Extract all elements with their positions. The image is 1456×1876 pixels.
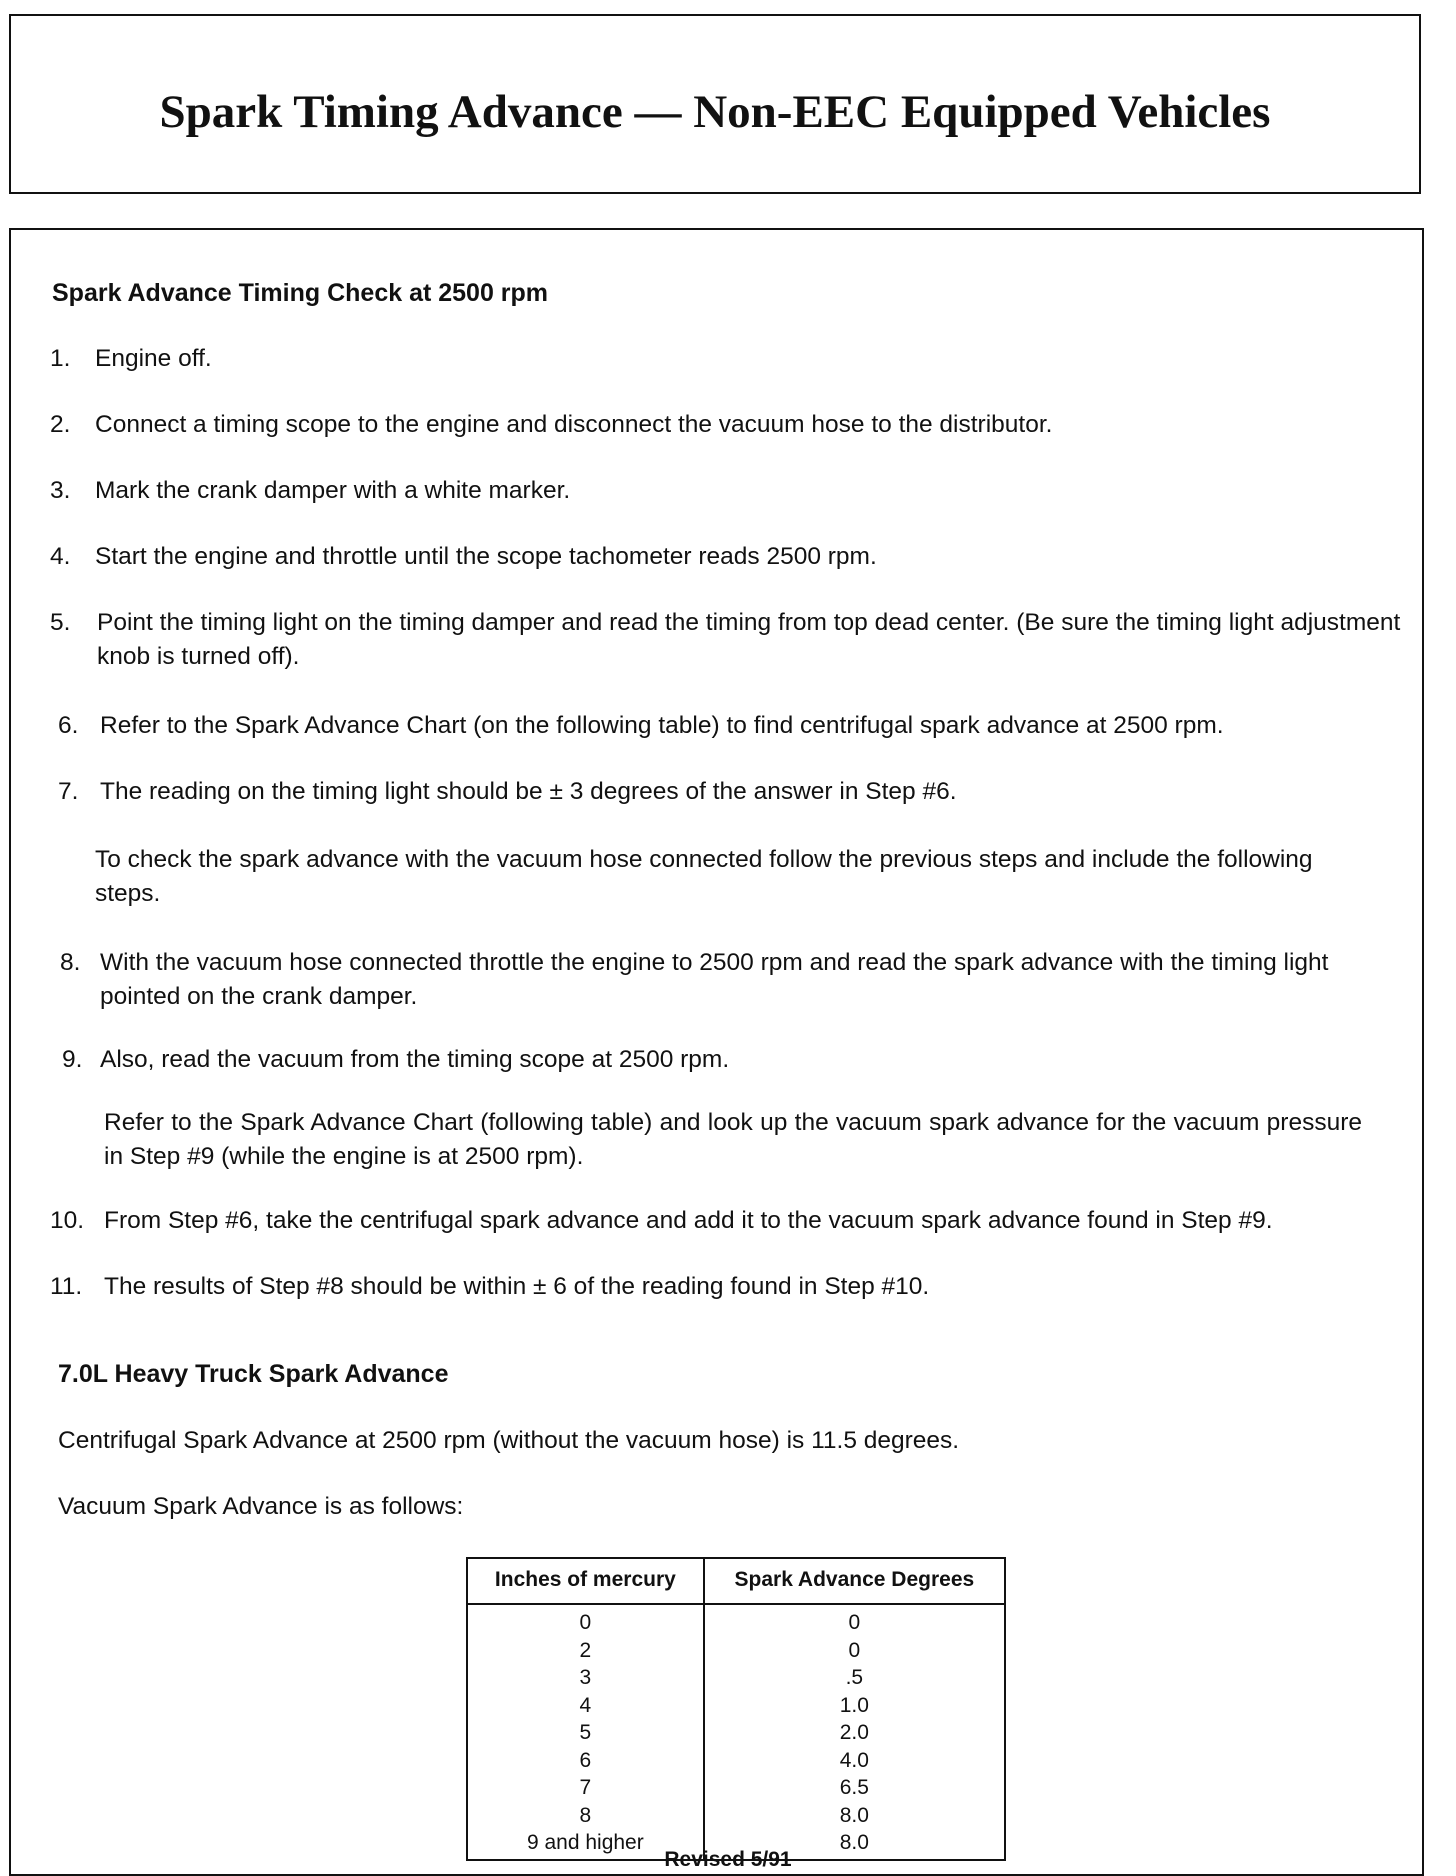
table-row (467, 1747, 1005, 1775)
step-number: 10. (50, 1207, 85, 1234)
section-heading-timing-check: Spark Advance Timing Check at 2500 rpm (52, 279, 549, 307)
step-text: Connect a timing scope to the engine and disconnect the vacuum hose to the distributor. (95, 411, 1053, 438)
table-header-row (467, 1558, 1005, 1604)
vacuum-advance-intro: Vacuum Spark Advance is as follows: (58, 1493, 464, 1520)
table-row (467, 1692, 1005, 1720)
step-number: 4. (50, 543, 71, 570)
table-cell: 8.0 (704, 1802, 1005, 1830)
step-number: 11. (50, 1273, 83, 1300)
table-row (467, 1637, 1005, 1665)
table-cell: 6.5 (704, 1774, 1005, 1802)
table-cell: 3 (467, 1664, 704, 1692)
table-cell: 0 (704, 1604, 1005, 1637)
step-number: 2. (50, 411, 71, 438)
step-text: With the vacuum hose connected throttle the engine to 2500 rpm and read the spark advance with the timing light pointed on the crank damper. (100, 949, 1329, 1010)
column-header: Inches of mercury (467, 1558, 704, 1604)
section-heading-heavy-truck: 7.0L Heavy Truck Spark Advance (58, 1360, 449, 1388)
note-spark-advance-chart: Refer to the Spark Advance Chart (following table) and look up the vacuum spark advance for the vacuum pressure in Step #9 (while the engine is at 2500 rpm). (104, 1109, 1362, 1170)
spark-advance-table (466, 1557, 1006, 1861)
table-cell: 7 (467, 1774, 704, 1802)
table-cell: 0 (704, 1637, 1005, 1665)
table-row (467, 1719, 1005, 1747)
table-cell: .5 (704, 1664, 1005, 1692)
column-header: Spark Advance Degrees (704, 1558, 1005, 1604)
step-text: Mark the crank damper with a white marker. (95, 477, 571, 504)
table-row (467, 1802, 1005, 1830)
step-number: 8. (60, 949, 81, 976)
step-number: 7. (58, 778, 79, 805)
step-text: Refer to the Spark Advance Chart (on the following table) to find centrifugal spark advance at 2500 rpm. (100, 712, 1224, 739)
step-text: Also, read the vacuum from the timing scope at 2500 rpm. (100, 1046, 730, 1073)
table-cell: 2 (467, 1637, 704, 1665)
table-row (467, 1604, 1005, 1637)
table-cell: 8 (467, 1802, 704, 1830)
table-cell: 8.0 (704, 1829, 1005, 1860)
step-text: Start the engine and throttle until the scope tachometer reads 2500 rpm. (95, 543, 877, 570)
table-cell: 6 (467, 1747, 704, 1775)
table-cell: 0 (467, 1604, 704, 1637)
table-row (467, 1664, 1005, 1692)
step-text: The results of Step #8 should be within ± 6 of the reading found in Step #10. (104, 1273, 930, 1300)
title-box (9, 14, 1421, 194)
centrifugal-advance-text: Centrifugal Spark Advance at 2500 rpm (without the vacuum hose) is 11.5 degrees. (58, 1427, 960, 1454)
table-cell: 4.0 (704, 1747, 1005, 1775)
step-text: Engine off. (95, 345, 212, 372)
step-text: Point the timing light on the timing damper and read the timing from top dead center. (Be sure the timing light adjustment knob is turned off). (97, 609, 1401, 670)
step-number: 5. (50, 609, 71, 636)
page-title: Spark Timing Advance — Non-EEC Equipped Vehicles (159, 86, 1271, 138)
table-cell: 2.0 (704, 1719, 1005, 1747)
table-cell: 1.0 (704, 1692, 1005, 1720)
table-cell: 5 (467, 1719, 704, 1747)
table-row (467, 1774, 1005, 1802)
step-text: From Step #6, take the centrifugal spark advance and add it to the vacuum spark advance found in Step #9. (104, 1207, 1273, 1234)
step-number: 9. (62, 1046, 83, 1073)
step-number: 1. (50, 345, 71, 372)
step-number: 6. (58, 712, 79, 739)
step-text: The reading on the timing light should be ± 3 degrees of the answer in Step #6. (100, 778, 957, 805)
table-cell: 4 (467, 1692, 704, 1720)
table-cell: 9 and higher (467, 1829, 704, 1860)
step-number: 3. (50, 477, 71, 504)
revision-footer: Revised 5/91 (664, 1848, 792, 1871)
note-vacuum-hose-connected: To check the spark advance with the vacuum hose connected follow the previous steps and include the following steps. (95, 846, 1313, 907)
